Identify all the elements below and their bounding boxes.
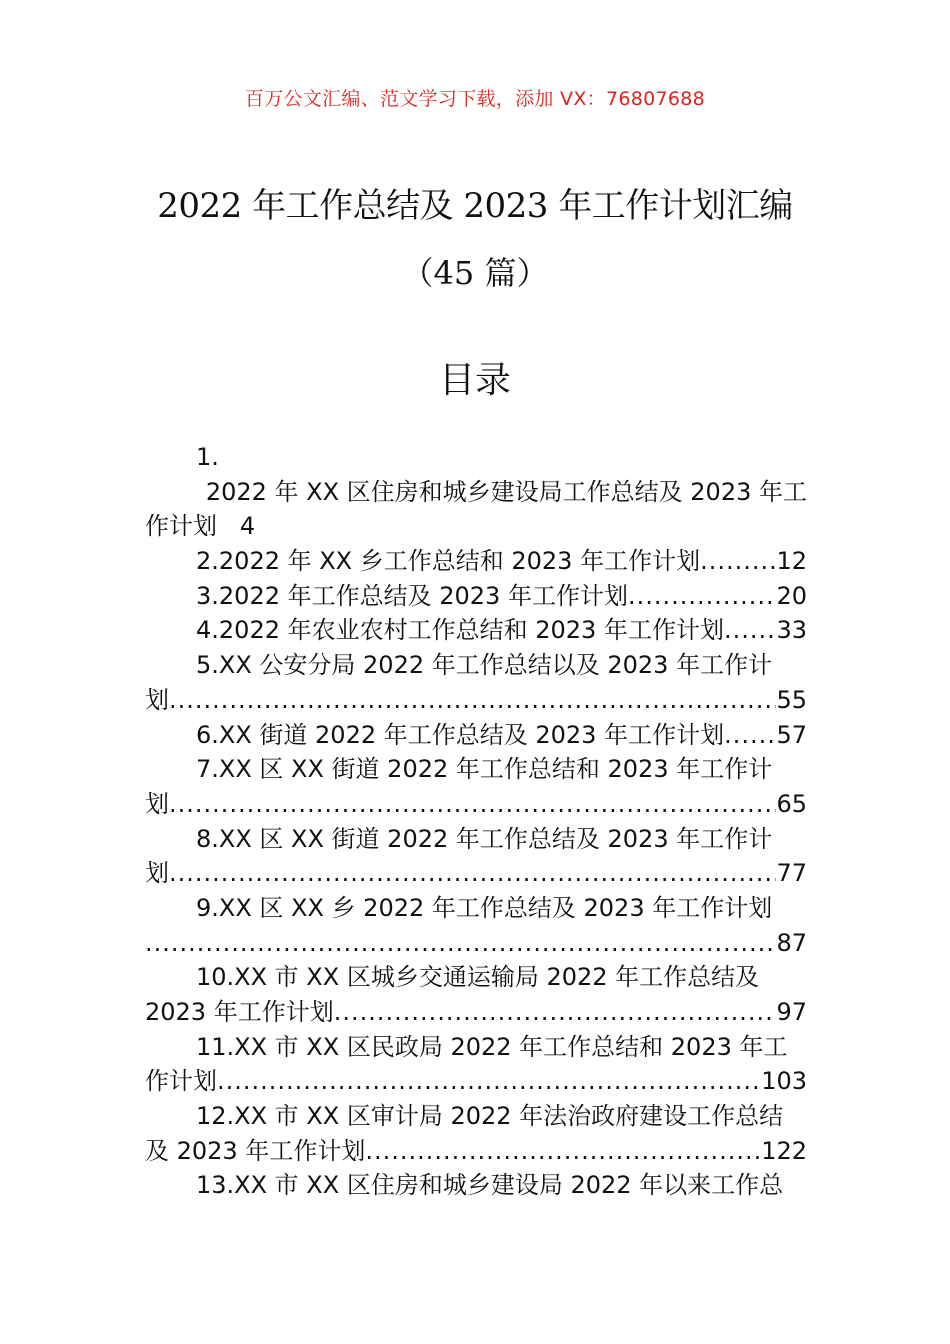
toc-page-number: 57	[776, 720, 807, 749]
document-title: 2022 年工作总结及 2023 年工作计划汇编	[157, 186, 793, 226]
toc-leader-dots	[169, 856, 776, 891]
toc-leader-dots	[628, 579, 777, 614]
toc-heading: 目录	[438, 360, 511, 401]
toc-entry-text: 划	[145, 685, 169, 714]
toc-entry-text: 划	[145, 859, 169, 888]
toc-leader-dots	[145, 926, 776, 961]
toc-entry-text: 及 2023 年工作计划	[145, 1136, 366, 1165]
toc-page-number: 4	[239, 512, 256, 541]
toc-entry-tail[interactable]	[145, 995, 807, 1030]
toc-entry-text: 6.XX 街道 2022 年工作总结及 2023 年工作计划	[196, 720, 725, 749]
toc-entry-text: 3.2022 年工作总结及 2023 年工作计划	[196, 581, 628, 610]
table-of-contents	[145, 440, 807, 1203]
toc-entry-tail[interactable]	[145, 683, 807, 718]
toc-entry-text: 2023 年工作计划	[145, 998, 334, 1026]
toc-page-number: 65	[776, 789, 807, 818]
document-subtitle: （45 篇）	[401, 254, 549, 292]
toc-page-number: 122	[761, 1136, 807, 1165]
toc-line[interactable]: 5.XX 公安分局 2022 年工作总结以及 2023 年工作计	[196, 651, 773, 680]
toc-page-number: 87	[776, 928, 807, 957]
toc-entry[interactable]	[145, 718, 807, 753]
toc-entry[interactable]	[145, 544, 807, 579]
toc-entry-tail[interactable]	[145, 509, 807, 544]
toc-page-number: 103	[761, 1067, 807, 1096]
toc-leader-dots	[700, 544, 776, 579]
toc-line[interactable]: 9.XX 区 XX 乡 2022 年工作总结及 2023 年工作计划	[196, 893, 773, 922]
toc-entry-tail[interactable]	[145, 1134, 807, 1169]
toc-entry-text: 作计划	[145, 1067, 217, 1096]
toc-page-number: 20	[776, 581, 807, 610]
toc-page-number: 12	[776, 547, 807, 576]
toc-entry-text: 2.2022 年 XX 乡工作总结和 2023 年工作计划	[196, 547, 701, 576]
toc-line: 1.	[196, 443, 219, 471]
toc-line: 2022 年 XX 区住房和城乡建设局工作总结及 2023 年工	[205, 477, 807, 506]
toc-leader-dots	[169, 683, 776, 718]
toc-leader-dots	[217, 1064, 761, 1099]
header-note: 百万公文汇编、范文学习下载，添加 VX：76807688	[244, 88, 706, 110]
toc-entry[interactable]	[145, 579, 807, 614]
toc-entry-text: 作计划	[145, 512, 217, 541]
toc-line[interactable]: 13.XX 市 XX 区住房和城乡建设局 2022 年以来工作总	[196, 1171, 784, 1200]
toc-leader-dots	[724, 718, 776, 753]
toc-line[interactable]: 7.XX 区 XX 街道 2022 年工作总结和 2023 年工作计	[196, 755, 773, 784]
toc-entry-tail[interactable]	[145, 1064, 807, 1099]
toc-entry-text: 4.2022 年农业农村工作总结和 2023 年工作计划	[196, 616, 724, 645]
toc-entry-tail[interactable]	[145, 787, 807, 822]
toc-leader-dots	[724, 613, 777, 648]
toc-entry-tail[interactable]	[145, 856, 807, 891]
toc-entry-tail[interactable]	[145, 926, 807, 961]
toc-entry-text: 划	[145, 789, 169, 818]
toc-page-number: 77	[776, 859, 807, 888]
toc-page-number: 33	[776, 616, 807, 645]
toc-leader-dots	[334, 995, 777, 1030]
toc-leader-dots	[169, 787, 776, 822]
toc-page-number: 55	[776, 685, 807, 714]
toc-leader-dots	[365, 1134, 761, 1169]
toc-line[interactable]: 11.XX 市 XX 区民政局 2022 年工作总结和 2023 年工	[196, 1032, 788, 1061]
toc-page-number: 97	[776, 998, 807, 1026]
toc-line[interactable]: 8.XX 区 XX 街道 2022 年工作总结及 2023 年工作计	[196, 824, 773, 853]
toc-entry[interactable]	[145, 613, 807, 648]
toc-line[interactable]: 10.XX 市 XX 区城乡交通运输局 2022 年工作总结及	[196, 963, 760, 992]
toc-line[interactable]: 12.XX 市 XX 区审计局 2022 年法治政府建设工作总结	[196, 1102, 784, 1131]
